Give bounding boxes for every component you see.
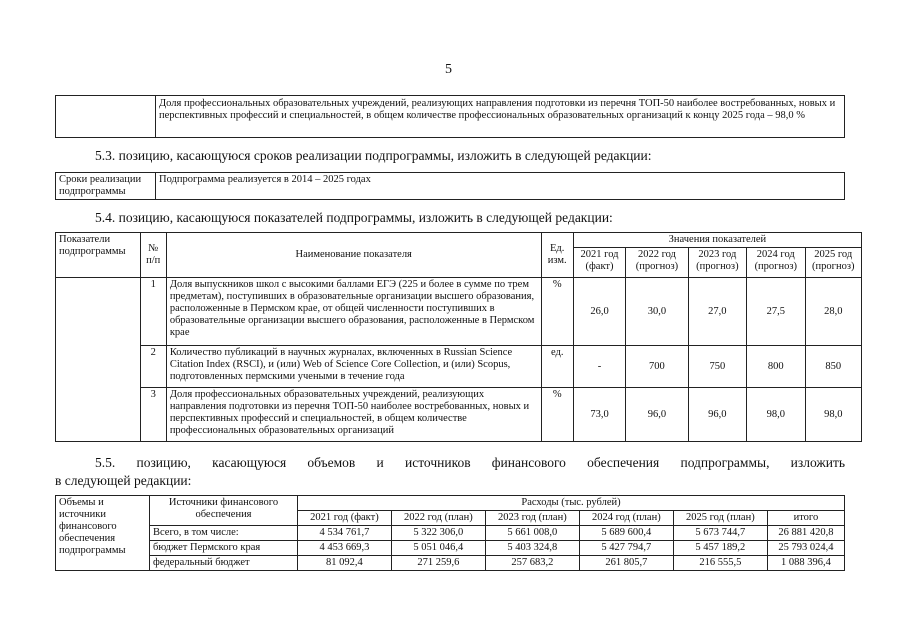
indicator-value: 98,0 bbox=[805, 388, 862, 442]
finance-label: Объемы и источники финансового обеспечения подпрограммы bbox=[56, 496, 150, 571]
indicator-value: 98,0 bbox=[747, 388, 805, 442]
finance-value: 5 689 600,4 bbox=[579, 526, 673, 541]
indicator-value: 800 bbox=[747, 346, 805, 388]
year-header: 2023 год (прогноз) bbox=[688, 248, 746, 278]
col-values-header: Значения показателей bbox=[573, 233, 861, 248]
indicators-table bbox=[55, 232, 862, 442]
year-header: 2024 год (прогноз) bbox=[747, 248, 805, 278]
indicators-label: Показатели подпрограммы bbox=[56, 233, 141, 278]
empty-label-cell bbox=[56, 278, 141, 442]
indicator-unit: % bbox=[541, 278, 573, 346]
finance-value: 271 259,6 bbox=[391, 556, 485, 571]
year-header: итого bbox=[767, 511, 844, 526]
finance-value: 5 427 794,7 bbox=[579, 541, 673, 556]
finance-value: 257 683,2 bbox=[485, 556, 579, 571]
indicator-value: 27,5 bbox=[747, 278, 805, 346]
row-number: 1 bbox=[140, 278, 166, 346]
finance-value: 5 661 008,0 bbox=[485, 526, 579, 541]
empty-label-cell bbox=[56, 96, 156, 138]
year-header: 2021 год (факт) bbox=[298, 511, 392, 526]
year-header: 2025 год (план) bbox=[673, 511, 767, 526]
finance-value: 4 534 761,7 bbox=[298, 526, 392, 541]
finance-value: 216 555,5 bbox=[673, 556, 767, 571]
indicator-name: Количество публикаций в научных журналах, включенных в Russian Science Citation Index (RSCI), и (или) Web of Science Core Collection, и (или) Scopus, подготовленных пермскими учеными в течение года bbox=[166, 346, 541, 388]
finance-value: 25 793 024,4 bbox=[767, 541, 844, 556]
row-number: 3 bbox=[140, 388, 166, 442]
section-5-4-heading: 5.4. позицию, касающуюся показателей подпрограммы, изложить в следующей редакции: bbox=[95, 210, 613, 225]
finance-value: 5 673 744,7 bbox=[673, 526, 767, 541]
finance-value: 81 092,4 bbox=[298, 556, 392, 571]
indicator-value: 96,0 bbox=[688, 388, 746, 442]
section-5-3-heading: 5.3. позицию, касающуюся сроков реализации подпрограммы, изложить в следующей редакции: bbox=[95, 148, 652, 163]
year-header: 2021 год (факт) bbox=[573, 248, 625, 278]
indicator-value: 700 bbox=[626, 346, 688, 388]
col-unit-header: Ед. изм. bbox=[541, 233, 573, 278]
table-row bbox=[56, 526, 845, 541]
year-header: 2023 год (план) bbox=[485, 511, 579, 526]
indicator-value: 26,0 bbox=[573, 278, 625, 346]
indicator-value: 30,0 bbox=[626, 278, 688, 346]
indicator-value: - bbox=[573, 346, 625, 388]
finance-source: федеральный бюджет bbox=[150, 556, 298, 571]
table-row bbox=[56, 556, 845, 571]
indicator-value: 73,0 bbox=[573, 388, 625, 442]
col-no-header: № п/п bbox=[140, 233, 166, 278]
indicator-value: 750 bbox=[688, 346, 746, 388]
finance-value: 5 457 189,2 bbox=[673, 541, 767, 556]
finance-value: 1 088 396,4 bbox=[767, 556, 844, 571]
finance-value: 4 453 669,3 bbox=[298, 541, 392, 556]
finance-value: 5 051 046,4 bbox=[391, 541, 485, 556]
year-header: 2024 год (план) bbox=[579, 511, 673, 526]
finance-source: Всего, в том числе: bbox=[150, 526, 298, 541]
finance-value: 5 403 324,8 bbox=[485, 541, 579, 556]
finance-source: бюджет Пермского края bbox=[150, 541, 298, 556]
table-row bbox=[56, 346, 862, 388]
table-row bbox=[56, 388, 862, 442]
top-row-text: Доля профессиональных образовательных учреждений, реализующих направления подготовки из перечня ТОП-50 наиболее востребованных, новых и перспективных профессий и специальностей, в общем количестве профессиональных образовательных организаций к концу 2025 года – 98,0 % bbox=[156, 96, 845, 138]
indicator-value: 27,0 bbox=[688, 278, 746, 346]
indicator-value: 28,0 bbox=[805, 278, 862, 346]
period-label: Сроки реализации подпрограммы bbox=[56, 173, 156, 200]
finance-value: 26 881 420,8 bbox=[767, 526, 844, 541]
finance-value: 261 805,7 bbox=[579, 556, 673, 571]
continuation-table bbox=[55, 95, 845, 138]
table-row bbox=[56, 278, 862, 346]
row-number: 2 bbox=[140, 346, 166, 388]
section-5-5-heading: 5.5. позицию, касающуюся объемов и источников финансового обеспечения подпрограммы, изложить bbox=[95, 455, 845, 470]
year-header: 2025 год (прогноз) bbox=[805, 248, 862, 278]
indicator-value: 96,0 bbox=[626, 388, 688, 442]
section-5-3-table bbox=[55, 172, 845, 200]
col-name-header: Наименование показателя bbox=[166, 233, 541, 278]
indicator-name: Доля профессиональных образовательных учреждений, реализующих направления подготовки из перечня ТОП-50 наиболее востребованных, новых и перспективных профессий и специальностей, в общем количестве профессиональных образовательных организаций bbox=[166, 388, 541, 442]
indicator-unit: % bbox=[541, 388, 573, 442]
indicator-unit: ед. bbox=[541, 346, 573, 388]
page-number: 5 bbox=[445, 62, 452, 77]
col-source-header: Источники финансового обеспечения bbox=[150, 496, 298, 526]
section-5-5-heading-cont: в следующей редакции: bbox=[55, 473, 192, 488]
year-header: 2022 год (план) bbox=[391, 511, 485, 526]
indicator-value: 850 bbox=[805, 346, 862, 388]
finance-table bbox=[55, 495, 845, 571]
table-row bbox=[56, 541, 845, 556]
finance-value: 5 322 306,0 bbox=[391, 526, 485, 541]
col-expenses-header: Расходы (тыс. рублей) bbox=[298, 496, 845, 511]
year-header: 2022 год (прогноз) bbox=[626, 248, 688, 278]
indicator-name: Доля выпускников школ с высокими баллами ЕГЭ (225 и более в сумме по трем предметам), поступивших в образовательные организации высшего образования, расположенные в Пермском крае, от общей численности поступивших в образовательные организации высшего образования, расположенные в Пермском крае bbox=[166, 278, 541, 346]
period-value: Подпрограмма реализуется в 2014 – 2025 годах bbox=[156, 173, 845, 200]
